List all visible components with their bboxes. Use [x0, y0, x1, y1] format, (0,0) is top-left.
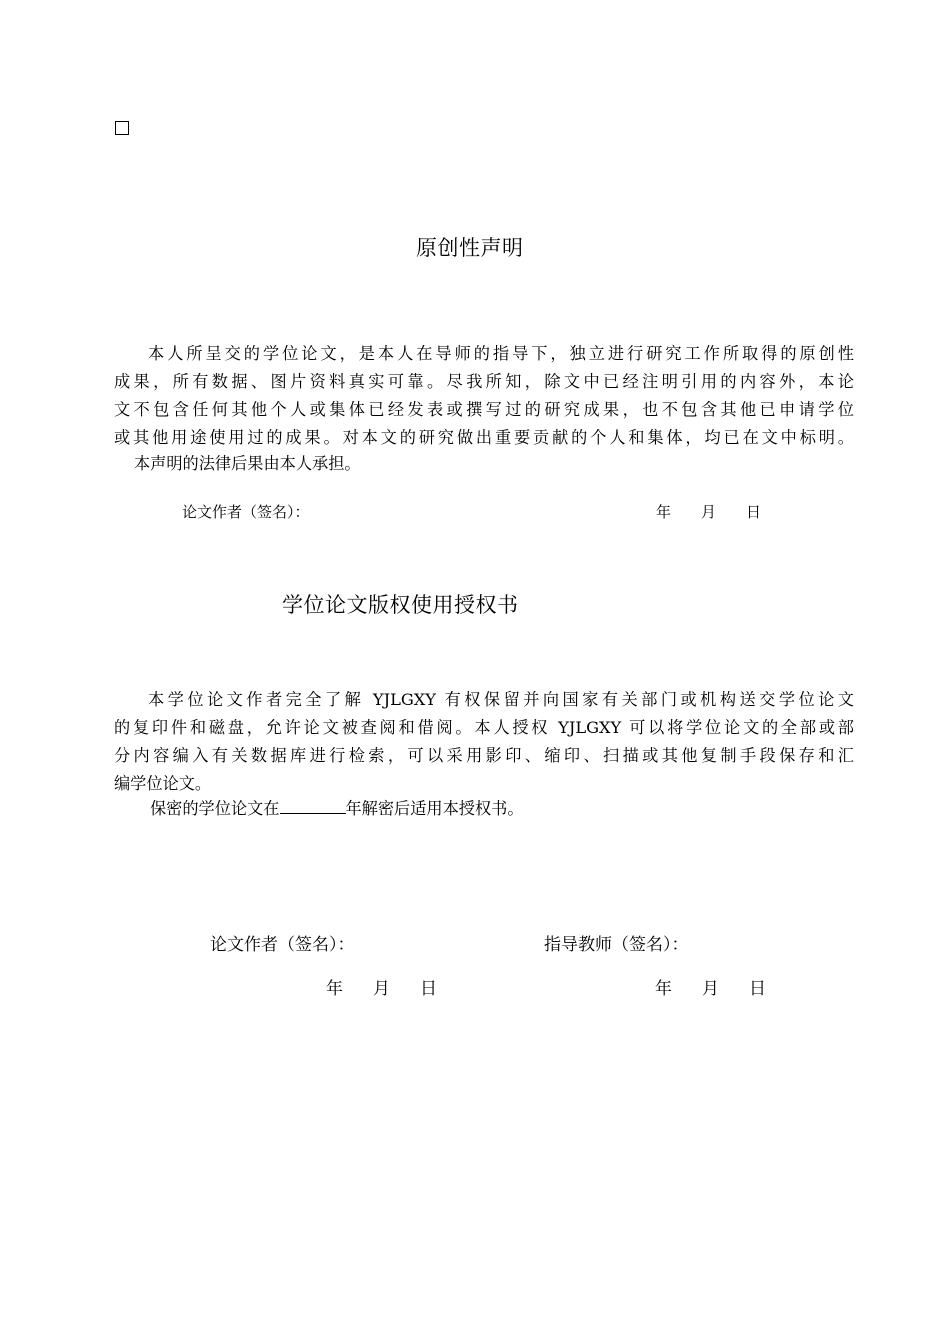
declaration-line-3: 文不包含任何其他个人或集体已经发表或撰写过的研究成果，也不包含其他已申请学位	[114, 400, 854, 419]
authorization-author-date	[326, 974, 437, 999]
confidential-suffix: 年解密后适用本授权书。	[345, 799, 524, 818]
date-month: 月	[701, 503, 717, 521]
checkbox-square[interactable]	[115, 121, 129, 135]
date-day: 日	[746, 503, 762, 521]
declaration-title: 原创性声明	[416, 236, 524, 260]
declaration-line-2: 成果，所有数据、图片资料真实可靠。尽我所知，除文中已经注明引用的内容外，本论	[114, 372, 854, 391]
advisor-date	[655, 974, 766, 999]
date-month: 月	[373, 979, 390, 999]
authorization-line-3: 分内容编入有关数据库进行检索，可以采用影印、缩印、扫描或其他复制手段保存和汇	[114, 746, 854, 765]
authorization-author-signature-label: 论文作者（签名）：	[210, 935, 355, 955]
confidential-years-blank[interactable]	[280, 799, 346, 814]
declaration-line-1: 本人所呈交的学位论文，是本人在导师的指导下，独立进行研究工作所取得的原创性	[148, 344, 854, 363]
date-day: 日	[749, 979, 766, 999]
confidential-line	[150, 795, 524, 824]
date-year: 年	[326, 979, 343, 999]
authorization-line-2: 的复印件和磁盘，允许论文被查阅和借阅。本人授权 YJLGXY 可以将学位论文的全部或部	[114, 718, 854, 737]
declaration-author-signature-label: 论文作者（签名）：	[182, 503, 310, 521]
advisor-signature-label: 指导教师（签名）：	[544, 935, 689, 955]
declaration-date	[656, 501, 761, 522]
authorization-title: 学位论文版权使用授权书	[282, 593, 519, 617]
authorization-last-line: 编学位论文。	[114, 774, 212, 793]
date-year: 年	[656, 503, 672, 521]
date-day: 日	[420, 979, 437, 999]
confidential-prefix: 保密的学位论文在	[150, 799, 280, 818]
date-year: 年	[655, 979, 672, 999]
declaration-line-4: 或其他用途使用过的成果。对本文的研究做出重要贡献的个人和集体，均已在文中标明。	[114, 428, 854, 447]
declaration-last-line: 本声明的法律后果由本人承担。	[134, 454, 361, 473]
authorization-line-1: 本学位论文作者完全了解 YJLGXY 有权保留并向国家有关部门或机构送交学位论文	[148, 690, 854, 709]
date-month: 月	[702, 979, 719, 999]
